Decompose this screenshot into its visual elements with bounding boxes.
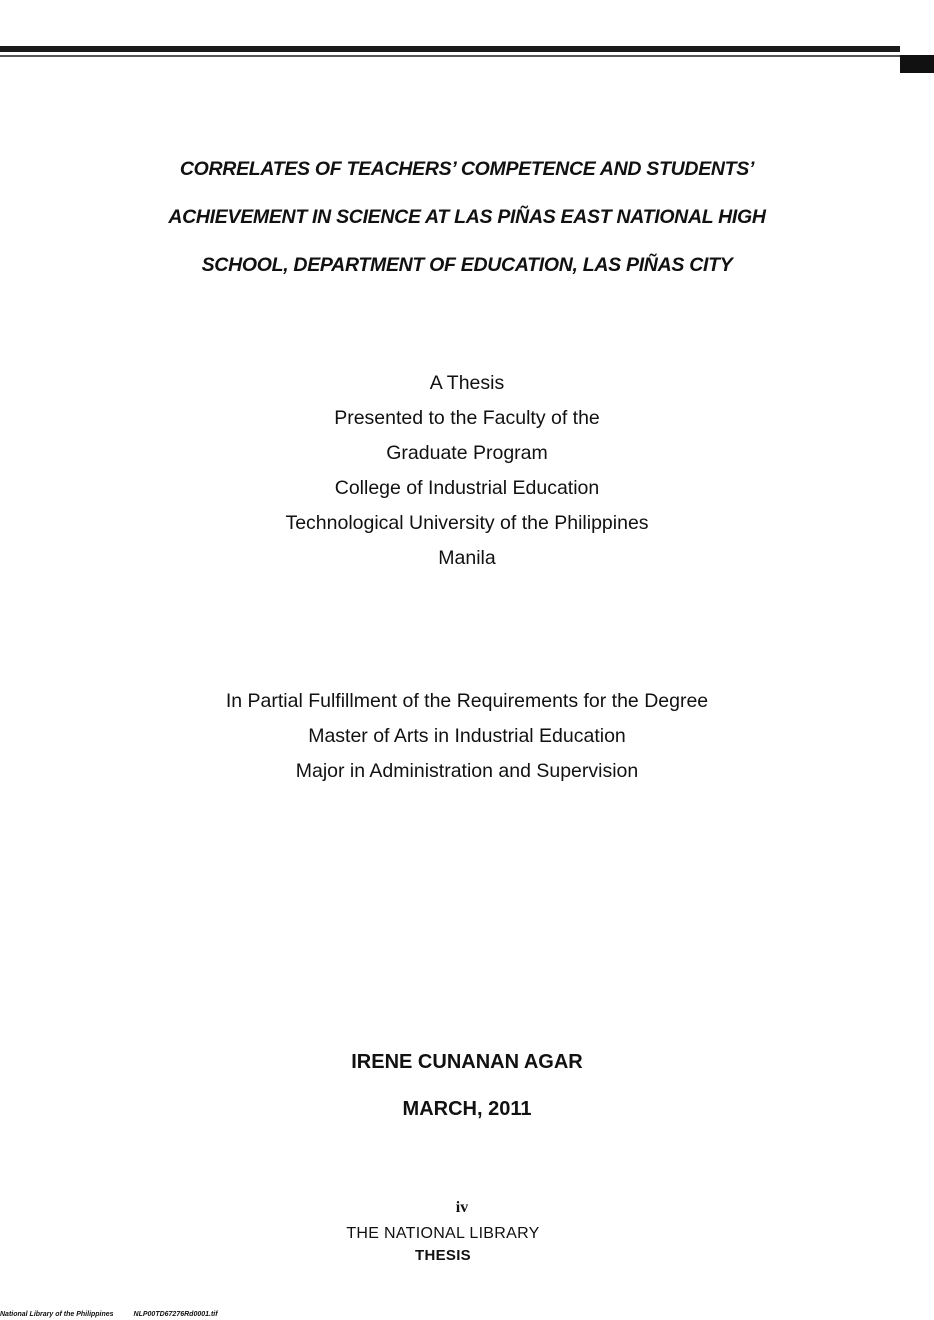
stamp-line-library: THE NATIONAL LIBRARY [346, 1225, 540, 1242]
fulfillment-statement: In Partial Fulfillment of the Requirements for the Degree [225, 690, 709, 712]
top-border-rule-thin [0, 55, 900, 57]
university-name: Technological University of the Philippines [285, 512, 649, 534]
thesis-presentation-block [0, 366, 934, 576]
footer-library: National Library of the Philippines [0, 1311, 114, 1318]
program-name: Graduate Program [386, 442, 548, 464]
library-stamp [0, 1223, 886, 1261]
degree-major: Major in Administration and Supervision [295, 760, 639, 782]
college-name: College of Industrial Education [334, 477, 600, 499]
top-border-rule [0, 46, 900, 52]
stamp-line-thesis: THESIS [415, 1247, 471, 1261]
thesis-label: A Thesis [429, 372, 505, 394]
thesis-title [0, 145, 934, 289]
degree-fulfillment-block [0, 684, 934, 789]
city-name: Manila [438, 547, 496, 569]
presented-to: Presented to the Faculty of the [334, 407, 600, 429]
title-line-2: ACHIEVEMENT IN SCIENCE AT LAS PIÑAS EAST NATIONAL HIGH [168, 206, 766, 228]
degree-name: Master of Arts in Industrial Education [308, 725, 626, 747]
author-name: IRENE CUNANAN AGAR [351, 1051, 583, 1073]
title-line-3: SCHOOL, DEPARTMENT OF EDUCATION, LAS PIÑAS CITY [201, 254, 733, 276]
scan-corner-mark [900, 55, 934, 73]
title-line-1: CORRELATES OF TEACHERS’ COMPETENCE AND STUDENTS’ [179, 158, 755, 180]
submission-date: MARCH, 2011 [402, 1098, 532, 1120]
scan-footer [0, 1311, 400, 1318]
footer-file: NLP00TD67276Rd0001.tif [133, 1311, 218, 1318]
page-number: iv [455, 1199, 469, 1216]
